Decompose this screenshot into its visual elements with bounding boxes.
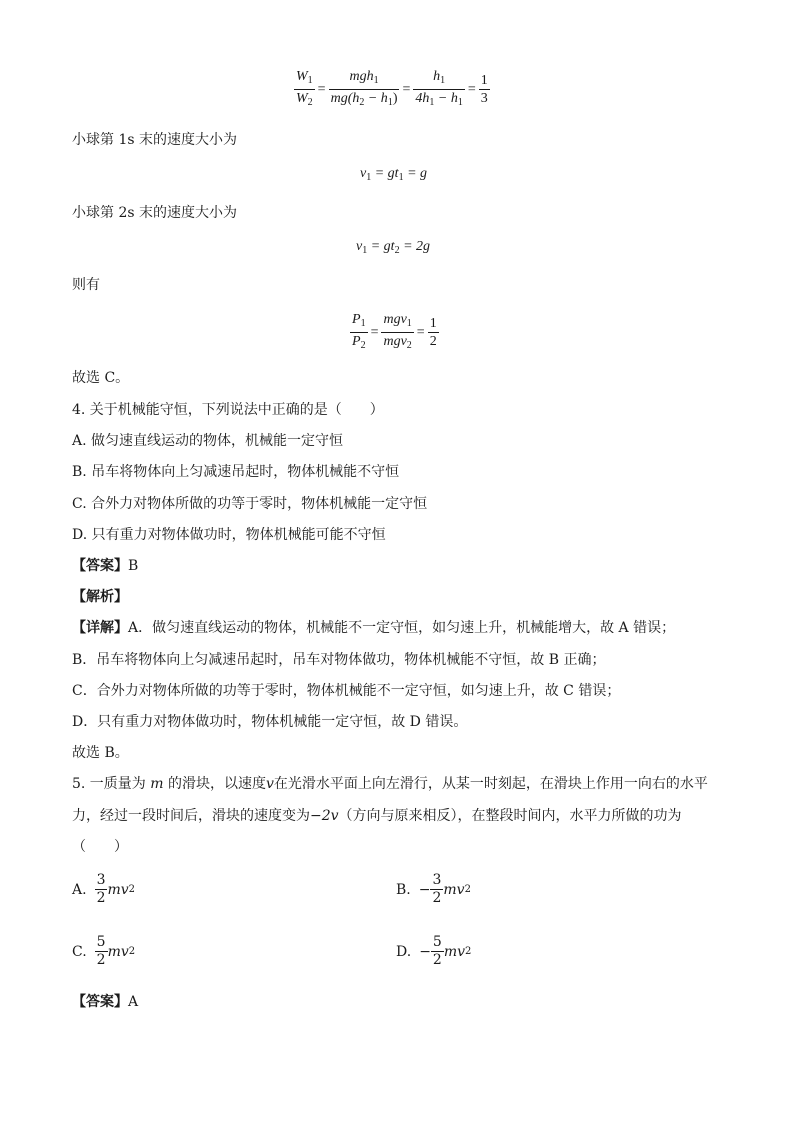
detail-a-text: A．做匀速直线运动的物体，机械能不一定守恒，如匀速上升，机械能增大，故 A 错误； — [128, 620, 676, 636]
denominator-minus-h: − h — [434, 91, 458, 106]
option-expr: mv — [443, 881, 465, 898]
q4-detail-d: D．只有重力对物体做功时，物体机械能一定守恒，故 D 错误。 — [72, 714, 468, 730]
t-sub: 1 — [398, 172, 404, 183]
denominator-sub: 2 — [406, 340, 412, 351]
mass-symbol: m — [150, 776, 164, 792]
rhs-g: = g — [370, 239, 391, 254]
q4-option-c: C. 合外力对物体所做的功等于零时，物体机械能一定守恒 — [72, 496, 428, 512]
fraction-num: 5 — [96, 934, 106, 950]
fraction-one-half — [428, 315, 439, 350]
option-sup: 2 — [128, 884, 136, 895]
numerator-mgv: mgv — [383, 312, 407, 327]
w1-symbol: W — [296, 69, 308, 84]
denominator-sub-1: 1 — [387, 97, 393, 108]
p1-sub: 1 — [360, 318, 366, 329]
v1-label: 小球第 1s 末的速度大小为 — [72, 132, 237, 148]
fraction-one-third — [479, 72, 490, 107]
denominator-4h-sub: 1 — [429, 97, 435, 108]
option-fraction — [95, 934, 108, 969]
power-ratio-equation — [350, 311, 439, 354]
q5-line2-part-b: （方向与原来相反），在整段时间内，水平力所做的功为 — [338, 808, 682, 824]
q5-line1-part-a: 5. 一质量为 — [72, 776, 146, 792]
option-label: B. — [396, 881, 411, 898]
option-label: D. — [396, 943, 412, 960]
equals-sign: = — [370, 324, 379, 340]
q5-line2-part-a: 力，经过一段时间后，滑块的速度变为 — [72, 808, 310, 824]
answer-value: B — [128, 558, 139, 574]
numerator-sub: 1 — [406, 318, 412, 329]
equals-sign: = — [402, 81, 411, 97]
p1-symbol: P — [352, 312, 361, 327]
denominator-4h: 4h — [415, 91, 430, 106]
q4-option-d: D. 只有重力对物体做功时，物体机械能可能不守恒 — [72, 527, 386, 543]
q3-choose: 故选 C。 — [72, 370, 130, 386]
fraction-den: 2 — [96, 890, 106, 906]
denominator-two: 2 — [429, 334, 437, 349]
w2-symbol: W — [296, 91, 308, 106]
fraction-mgv — [381, 311, 413, 354]
numerator-mgh: mgh — [349, 69, 374, 84]
w1-sub: 1 — [307, 75, 313, 86]
work-ratio-equation — [294, 68, 490, 111]
q5-line1-part-b: 的滑块，以速度 — [168, 776, 266, 792]
q4-stem: 4. 关于机械能守恒，下列说法中正确的是（ ） — [72, 402, 384, 418]
q5-option-b — [396, 872, 471, 907]
fraction-mgh — [329, 68, 400, 111]
then-label: 则有 — [72, 277, 100, 293]
numerator-h: h — [433, 69, 441, 84]
fraction-num: 5 — [432, 934, 442, 950]
q5-stem-line3: （ ） — [72, 839, 128, 855]
negative-2v: −2v — [310, 808, 339, 824]
q4-detail-c: C．合外力对物体所做的功等于零时，物体机械能不一定守恒，如匀速上升，故 C 错误； — [72, 683, 621, 699]
equals-sign: = — [416, 324, 425, 340]
option-expr: mv — [107, 943, 129, 960]
q4-answer — [72, 557, 138, 575]
denominator-close: ) — [392, 91, 398, 106]
fraction-den: 2 — [432, 952, 442, 968]
option-sign: − — [419, 943, 431, 960]
q4-option-b: B. 吊车将物体向上匀减速吊起时，物体机械能不守恒 — [72, 464, 400, 480]
option-fraction — [95, 872, 108, 907]
option-expr: mv — [443, 943, 466, 960]
fraction-w1-w2 — [294, 68, 315, 111]
fraction-h — [413, 68, 464, 111]
numerator-h-sub: 1 — [440, 75, 446, 86]
t-symbol: t — [394, 166, 399, 181]
q5-option-a — [72, 872, 135, 907]
q4-option-a: A. 做匀速直线运动的物体，机械能一定守恒 — [72, 433, 344, 449]
q5-stem-line1 — [72, 775, 708, 793]
option-fraction — [431, 934, 444, 969]
option-sup: 2 — [128, 946, 136, 957]
option-expr: mv — [107, 881, 129, 898]
option-label: A. — [72, 881, 87, 898]
fraction-num: 3 — [96, 872, 106, 888]
denominator-sub-2: 2 — [359, 97, 365, 108]
rhs-g: = g — [374, 166, 395, 181]
q4-choose: 故选 B。 — [72, 745, 129, 761]
q4-detail-a — [72, 619, 675, 637]
fraction-num: 3 — [432, 872, 442, 888]
answer-tag: 【答案】 — [72, 994, 128, 1010]
numerator-one: 1 — [429, 316, 437, 331]
rhs-result: = 2g — [403, 239, 431, 254]
v2-equation — [356, 239, 430, 256]
option-sign: − — [418, 881, 431, 898]
answer-value: A — [128, 994, 139, 1010]
q5-answer — [72, 993, 138, 1011]
fraction-den: 2 — [432, 890, 442, 906]
option-fraction — [430, 872, 443, 907]
t-symbol: t — [390, 239, 395, 254]
option-sup: 2 — [464, 884, 471, 895]
q4-detail-b: B．吊车将物体向上匀减速吊起时，吊车对物体做功，物体机械能不守恒，故 B 正确； — [72, 652, 606, 668]
q5-option-d — [396, 934, 471, 969]
fraction-den: 2 — [96, 952, 106, 968]
answer-tag: 【答案】 — [72, 558, 128, 574]
option-sup: 2 — [465, 946, 472, 957]
w2-sub: 2 — [307, 97, 313, 108]
fraction-p1-p2 — [350, 311, 368, 354]
equals-sign: = — [467, 81, 476, 97]
p2-symbol: P — [352, 334, 361, 349]
t-sub: 2 — [394, 245, 400, 256]
option-label: C. — [72, 943, 87, 960]
v2-label: 小球第 2s 末的速度大小为 — [72, 205, 237, 221]
q5-option-c — [72, 934, 135, 969]
numerator-sub: 1 — [373, 75, 379, 86]
denominator-mgv: mgv — [383, 334, 407, 349]
v-symbol: v — [356, 239, 363, 254]
rhs-result: = g — [407, 166, 428, 181]
q4-analysis-tag: 【解析】 — [72, 589, 128, 605]
p2-sub: 2 — [360, 340, 366, 351]
numerator-one: 1 — [480, 73, 488, 88]
velocity-symbol: v — [266, 776, 274, 792]
detail-tag: 【详解】 — [72, 620, 128, 636]
denominator-three: 3 — [480, 91, 488, 106]
denominator-minus-h-sub: 1 — [457, 97, 463, 108]
v-sub: 1 — [366, 172, 372, 183]
denominator-part-b: − h — [364, 91, 388, 106]
equals-sign: = — [317, 81, 326, 97]
v-symbol: v — [360, 166, 367, 181]
q5-stem-line2 — [72, 807, 682, 825]
v-sub: 1 — [362, 245, 368, 256]
q5-line1-part-c: 在光滑水平面上向左滑行，从某一时刻起，在滑块上作用一向右的水平 — [273, 776, 708, 792]
v1-equation — [360, 166, 427, 183]
denominator-part-a: mg(h — [330, 91, 360, 106]
